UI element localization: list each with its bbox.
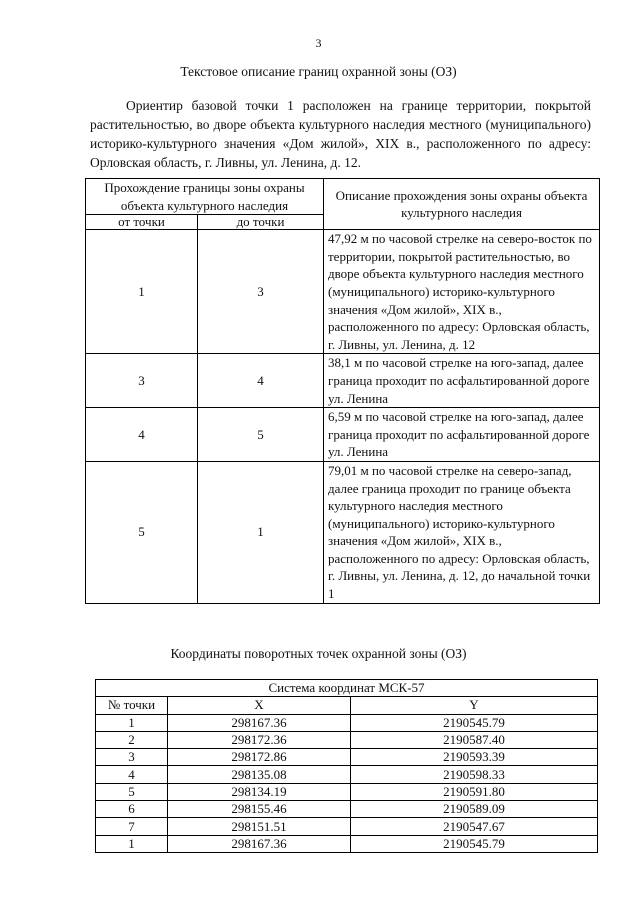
coords-system-row	[96, 680, 598, 697]
x-value: 298172.36	[168, 731, 351, 748]
y-value: 2190547.67	[351, 818, 598, 835]
segment-description: 47,92 м по часовой стрелке на северо-восток по территории, покрытой растительностью, во дворе объекта культурного наследия местного (муниципального) историко-культурного значения «Дом жилой», XIX в., расположенного по адресу: Орловская область, г. Ливны, ул. Ленина, д. 12	[324, 230, 600, 354]
header-description: Описание прохождения зоны охраны объекта культурного наследия	[324, 179, 600, 230]
coordinates-table	[95, 679, 598, 853]
table-row	[86, 408, 600, 462]
coords-header-row	[96, 697, 598, 714]
segment-description: 79,01 м по часовой стрелке на северо-запад, далее граница проходит по границе объекта культурного наследия местного (муниципального) историко-культурного значения «Дом жилой», XIX в., расположенного по адресу: Орловская область, г. Ливны, ул. Ленина, д. 12, до начальной точки 1	[324, 461, 600, 603]
header-to: до точки	[198, 215, 324, 230]
point-number: 4	[96, 766, 168, 783]
from-point: 1	[86, 230, 198, 354]
table-row	[96, 835, 598, 852]
table-row	[96, 714, 598, 731]
to-point: 3	[198, 230, 324, 354]
table-row	[96, 801, 598, 818]
x-value: 298135.08	[168, 766, 351, 783]
x-value: 298151.51	[168, 818, 351, 835]
table-row	[96, 783, 598, 800]
to-point: 5	[198, 408, 324, 462]
page-number: 3	[315, 36, 322, 50]
point-number: 1	[96, 835, 168, 852]
y-value: 2190589.09	[351, 801, 598, 818]
boundary-description-table	[85, 178, 600, 604]
y-value: 2190545.79	[351, 835, 598, 852]
from-point: 3	[86, 354, 198, 408]
y-value: 2190598.33	[351, 766, 598, 783]
point-number: 3	[96, 749, 168, 766]
y-value: 2190545.79	[351, 714, 598, 731]
x-value: 298167.36	[168, 714, 351, 731]
table-header-row	[86, 179, 600, 215]
table-row	[86, 461, 600, 603]
table-row	[96, 749, 598, 766]
intro-paragraph: Ориентир базовой точки 1 расположен на границе территории, покрытой растительностью, во дворе объекта культурного наследия местного (муниципального) историко-культурного значения «Дом жилой», XIX в., расположенного по адресу: Орловская область, г. Ливны, ул. Ленина, д. 12.	[90, 98, 591, 170]
point-number: 5	[96, 783, 168, 800]
x-value: 298167.36	[168, 835, 351, 852]
y-value: 2190587.40	[351, 731, 598, 748]
coordinate-system: Система координат МСК-57	[96, 680, 598, 697]
point-number: 6	[96, 801, 168, 818]
point-number: 1	[96, 714, 168, 731]
from-point: 4	[86, 408, 198, 462]
from-point: 5	[86, 461, 198, 603]
to-point: 4	[198, 354, 324, 408]
table-row	[96, 731, 598, 748]
x-value: 298172.86	[168, 749, 351, 766]
y-value: 2190591.80	[351, 783, 598, 800]
y-value: 2190593.39	[351, 749, 598, 766]
header-passage: Прохождение границы зоны охраны объекта культурного наследия	[86, 179, 324, 215]
point-number: 2	[96, 731, 168, 748]
header-x: X	[168, 697, 351, 714]
header-from: от точки	[86, 215, 198, 230]
page-title: Текстовое описание границ охранной зоны (ОЗ)	[180, 64, 457, 79]
x-value: 298155.46	[168, 801, 351, 818]
table-row	[96, 766, 598, 783]
table-row	[96, 818, 598, 835]
table-row	[86, 230, 600, 354]
table-row	[86, 354, 600, 408]
to-point: 1	[198, 461, 324, 603]
point-number: 7	[96, 818, 168, 835]
x-value: 298134.19	[168, 783, 351, 800]
header-y: Y	[351, 697, 598, 714]
header-point: № точки	[96, 697, 168, 714]
coords-title: Координаты поворотных точек охранной зоны (ОЗ)	[170, 646, 467, 661]
segment-description: 6,59 м по часовой стрелке на юго-запад, далее граница проходит по асфальтированной дороге ул. Ленина	[324, 408, 600, 462]
segment-description: 38,1 м по часовой стрелке на юго-запад, далее граница проходит по асфальтированной дороге ул. Ленина	[324, 354, 600, 408]
